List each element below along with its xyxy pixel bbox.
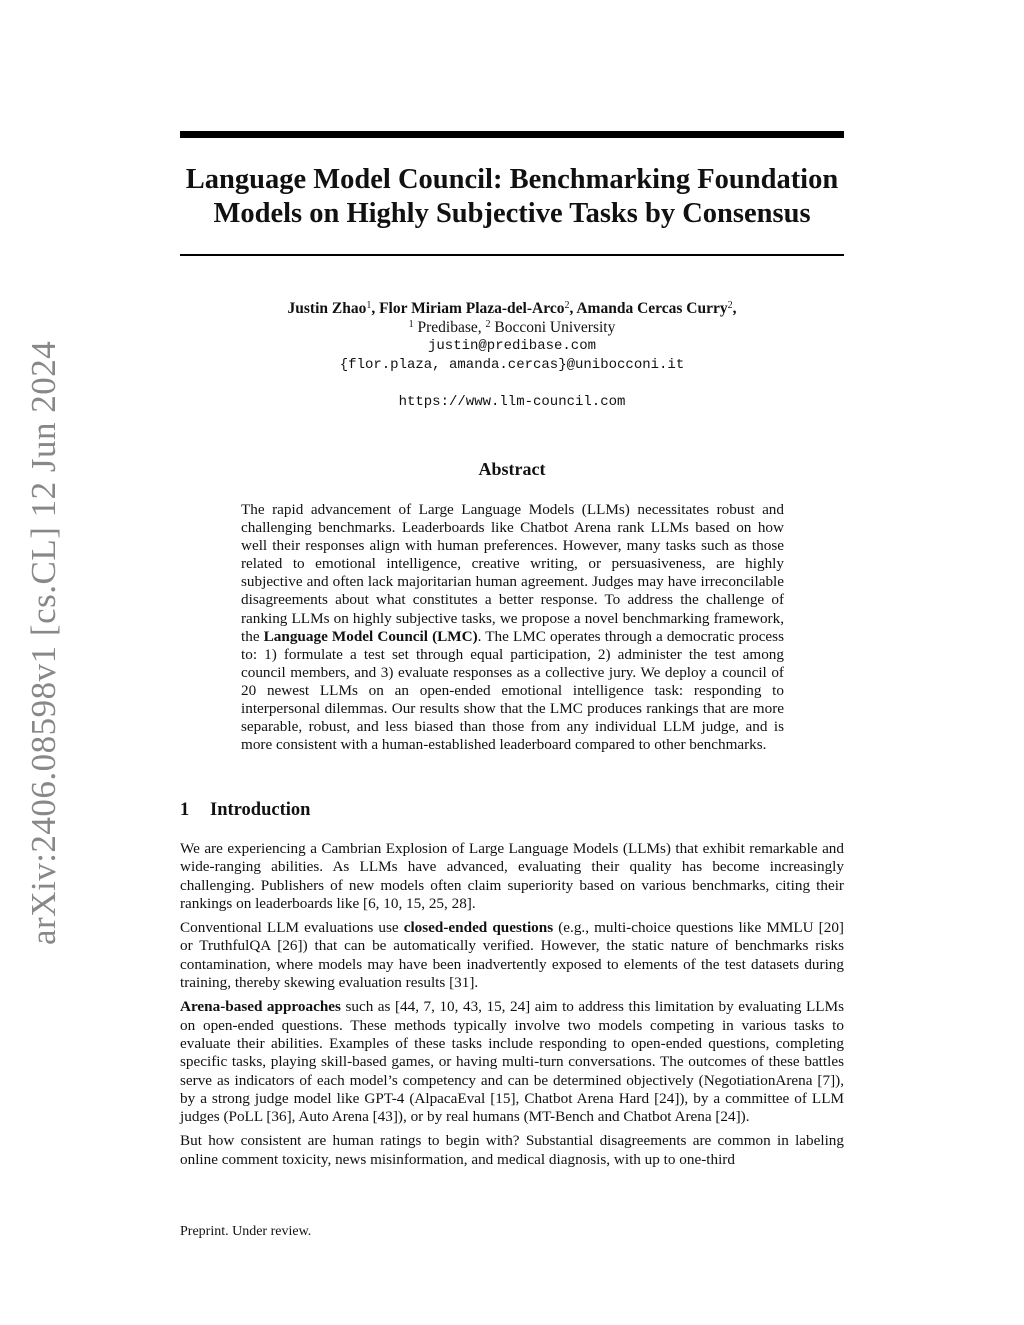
paper-title xyxy=(150,163,874,231)
author-2-affiliation: 2 xyxy=(564,300,570,311)
author-1-affiliation: 1 xyxy=(366,300,372,311)
introduction-body xyxy=(180,840,844,1175)
title-top-rule xyxy=(180,131,844,138)
author-block xyxy=(180,299,844,412)
title-line-1: Language Model Council: Benchmarking Foundation xyxy=(185,164,839,195)
author-names: Justin Zhao$^1$, Flor Miriam Plaza-del-Arco$^2$, Amanda Cercas Curry$^2$, xyxy=(287,300,737,317)
arxiv-stamp: arXiv:2406.08598v1 [cs.CL] 12 Jun 2024 xyxy=(24,340,63,945)
author-3: Amanda Cercas Curry xyxy=(576,300,728,317)
title-bottom-rule xyxy=(180,254,844,256)
author-3-affiliation: 2 xyxy=(727,300,733,311)
abstract-heading: Abstract xyxy=(478,459,546,479)
intro-paragraph-3: Arena-based approaches such as [44, 7, 10, 43, 15, 24] aim to address this limitation by evaluating LLMs on open-ended questions. These methods typically involve two models competing in various tasks to evaluate their abilities. Examples of these tasks include responding to open-ended questions, completing specific tasks, playing skill-based games, or having multi-turn conversations. The outcomes of these battles serve as indicators of each model’s competency and can be determined objectively (NegotiationArena [7]), by a strong judge model like GPT-4 (AlpacaEval [15], Chatbot Arena Hard [24]), by a committee of LLM judges (PoLL [36], Auto Arena [43]), or by real humans (MT-Bench and Chatbot Arena [24]). xyxy=(180,998,844,1126)
affiliation-1: Predibase, xyxy=(417,319,482,336)
section-heading-introduction xyxy=(180,800,310,821)
intro-paragraph-4: But how consistent are human ratings to begin with? Substantial disagreements are common in labeling online comment toxicity, news misinformation, and medical diagnosis, with up to one-third xyxy=(180,1132,844,1168)
email-1: justin@predibase.com xyxy=(427,338,597,354)
author-2: Flor Miriam Plaza-del-Arco xyxy=(379,300,565,317)
affiliations: $^1$ Predibase, $^2$ Bocconi University xyxy=(408,319,616,336)
affiliation-2: Bocconi University xyxy=(494,319,616,336)
lmc-term: Language Model Council (LMC) xyxy=(263,627,478,645)
abstract-text: The rapid advancement of Large Language Models (LLMs) necessitates robust and challenging benchmarks. Leaderboards like Chatbot Arena rank LLMs based on how well their responses align with human preferences. However, many tasks such as those related to emotional intelligence, creative writing, or persuasiveness, are highly subjective and often lack majoritarian human agreement. Judges may have irreconcilable disagreements about what constitutes a better response. To address the challenge of ranking LLMs on highly subjective tasks, we propose a novel benchmarking framework, the Language Model Council (LMC). The LMC operates through a democratic process to: 1) formulate a test set through equal participation, 2) administer the test among council members, and 3) evaluate responses as a collective jury. We deploy a council of 20 newest LLMs on an open-ended emotional intelligence task: responding to interpersonal dilemmas. Our results show that the LMC produces rankings that are more separable, robust, and less biased than those from any individual LLM judge, and is more consistent with a human-established leaderboard compared to other benchmarks. xyxy=(241,501,784,754)
section-number: 1 xyxy=(180,800,190,820)
page-footer: Preprint. Under review. xyxy=(180,1224,312,1239)
project-url[interactable]: https://www.llm-council.com xyxy=(398,394,626,410)
author-1: Justin Zhao xyxy=(287,300,367,317)
email-2: {flor.plaza, amanda.cercas}@unibocconi.it xyxy=(339,357,685,373)
intro-paragraph-2: Conventional LLM evaluations use closed-ended questions (e.g., multi-choice questions like MMLU [20] or TruthfulQA [26]) that can be automatically verified. However, the static nature of benchmarks risks contamination, where models may have been inadvertently exposed to elements of the test datasets during training, thereby skewing evaluation results [31]. xyxy=(180,919,844,992)
intro-paragraph-1: We are experiencing a Cambrian Explosion of Large Language Models (LLMs) that exhibit remarkable and wide-ranging abilities. As LLMs have advanced, evaluating their quality has become increasingly challenging. Publishers of new models often claim superiority based on various benchmarks, citing their rankings on leaderboards like [6, 10, 15, 25, 28]. xyxy=(180,840,844,912)
section-title: Introduction xyxy=(210,800,311,820)
title-line-2: Models on Highly Subjective Tasks by Consensus xyxy=(213,198,811,229)
